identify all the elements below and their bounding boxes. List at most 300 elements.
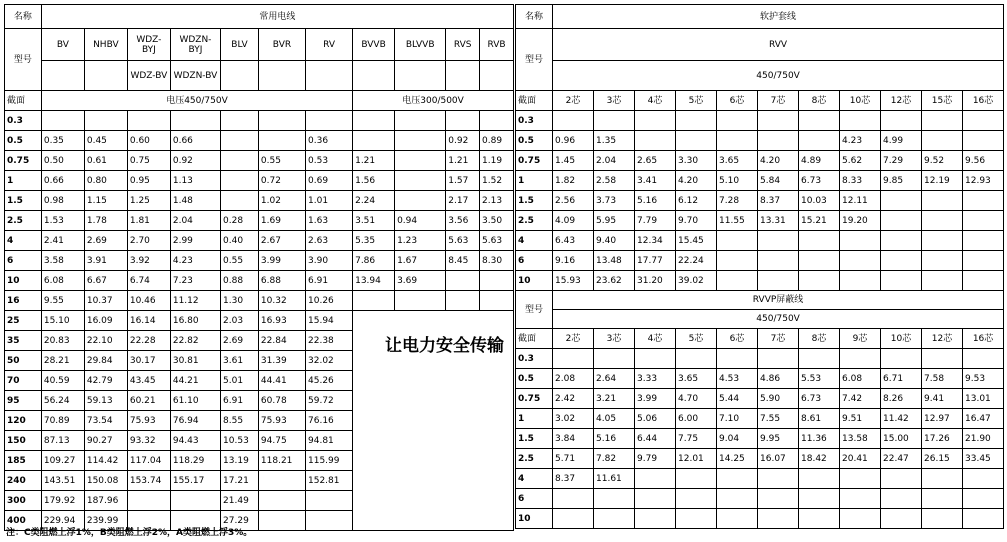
section-size: 6 (5, 251, 42, 271)
table-cell: 239.99 (84, 511, 127, 531)
table-cell (922, 231, 963, 251)
voltage-label: 450/750V (553, 61, 1004, 91)
table-cell: 9.70 (676, 211, 717, 231)
table-cell (758, 489, 799, 509)
table-row (516, 171, 1004, 191)
table-cell (170, 491, 220, 511)
table-cell: 2.64 (594, 369, 635, 389)
table-cell (221, 111, 259, 131)
table-cell (480, 271, 514, 291)
table-cell: 15.93 (553, 271, 594, 291)
model-label: BVVB (353, 29, 395, 61)
table-cell (881, 191, 922, 211)
table-row (516, 310, 1004, 329)
table-cell (963, 489, 1004, 509)
table-row (516, 91, 1004, 111)
table-cell: 4.70 (676, 389, 717, 409)
table-cell: 31.39 (258, 351, 305, 371)
core-label: 12芯 (922, 329, 963, 349)
core-label: 15芯 (922, 91, 963, 111)
table-cell (963, 271, 1004, 291)
table-cell: 10.37 (84, 291, 127, 311)
header-section: 截面 (516, 329, 553, 349)
table-cell: 10.53 (221, 431, 259, 451)
table-cell: 7.75 (676, 429, 717, 449)
table-cell: 70.89 (41, 411, 84, 431)
table-cell (395, 131, 446, 151)
table-cell (717, 251, 758, 271)
model-label: WDZ-BV (127, 61, 170, 91)
table-cell (594, 489, 635, 509)
table-row (516, 5, 1004, 29)
table-cell: 3.30 (676, 151, 717, 171)
table-cell: 33.45 (963, 449, 1004, 469)
table-cell (881, 211, 922, 231)
table-cell: 6.91 (306, 271, 353, 291)
table-cell: 1.56 (353, 171, 395, 191)
table-cell: 5.90 (758, 389, 799, 409)
section-size: 0.5 (5, 131, 42, 151)
table-row (516, 251, 1004, 271)
table-cell (717, 349, 758, 369)
table-cell (353, 291, 395, 311)
model-label (480, 61, 514, 91)
table-cell: 117.04 (127, 451, 170, 471)
table-cell: 16.07 (758, 449, 799, 469)
section-size: 2.5 (5, 211, 42, 231)
table-cell (395, 171, 446, 191)
table-cell: 153.74 (127, 471, 170, 491)
table-cell (717, 489, 758, 509)
table-cell (881, 489, 922, 509)
table-cell (258, 511, 305, 531)
table-cell: 30.17 (127, 351, 170, 371)
table-cell: 0.50 (41, 151, 84, 171)
table-cell: 23.62 (594, 271, 635, 291)
section-size: 1 (5, 171, 42, 191)
table-cell: 3.21 (594, 389, 635, 409)
table-cell: 5.84 (758, 171, 799, 191)
table-cell: 9.40 (594, 231, 635, 251)
sheathed-cable-table (515, 4, 1004, 529)
table-cell: 2.17 (446, 191, 480, 211)
section-size: 0.3 (516, 349, 553, 369)
table-cell (306, 511, 353, 531)
table-cell: 0.60 (127, 131, 170, 151)
table-cell: 4.20 (676, 171, 717, 191)
core-label: 7芯 (758, 91, 799, 111)
table-cell (553, 111, 594, 131)
table-cell: 94.75 (258, 431, 305, 451)
table-row (5, 211, 514, 231)
table-row (516, 349, 1004, 369)
table-cell: 9.56 (963, 151, 1004, 171)
model-label: BLVVB (395, 29, 446, 61)
table-cell: 6.73 (799, 171, 840, 191)
model-label (258, 61, 305, 91)
table-row (5, 271, 514, 291)
table-cell (881, 111, 922, 131)
core-label: 3芯 (594, 91, 635, 111)
table-cell (221, 131, 259, 151)
table-cell (594, 349, 635, 369)
table-cell: 17.21 (221, 471, 259, 491)
table-cell (758, 251, 799, 271)
header-group: 软护套线 (553, 5, 1004, 29)
table-row (516, 151, 1004, 171)
section-size: 6 (516, 489, 553, 509)
table-cell (922, 509, 963, 529)
voltage-label: 电压450/750V (41, 91, 352, 111)
table-cell (881, 469, 922, 489)
table-cell: 1.21 (446, 151, 480, 171)
table-row (516, 291, 1004, 310)
table-cell (922, 211, 963, 231)
table-cell: 5.16 (594, 429, 635, 449)
table-cell (395, 291, 446, 311)
table-cell (963, 251, 1004, 271)
table-cell: 12.97 (922, 409, 963, 429)
table-cell (635, 509, 676, 529)
table-cell: 5.63 (480, 231, 514, 251)
table-cell: 5.10 (717, 171, 758, 191)
table-cell: 11.55 (717, 211, 758, 231)
core-label: 6芯 (717, 329, 758, 349)
table-cell: 1.48 (170, 191, 220, 211)
header-model: 型号 (5, 29, 42, 91)
table-cell: 0.72 (258, 171, 305, 191)
table-row (516, 489, 1004, 509)
table-cell: 0.75 (127, 151, 170, 171)
table-cell: 2.04 (594, 151, 635, 171)
table-row (516, 429, 1004, 449)
table-cell (446, 291, 480, 311)
table-cell: 29.84 (84, 351, 127, 371)
table-cell: 9.16 (553, 251, 594, 271)
table-row (516, 369, 1004, 389)
table-cell: 3.65 (676, 369, 717, 389)
table-cell (963, 191, 1004, 211)
core-label: 2芯 (553, 329, 594, 349)
table-cell (963, 469, 1004, 489)
table-cell: 1.25 (127, 191, 170, 211)
table-cell: 16.93 (258, 311, 305, 331)
table-cell: 16.09 (84, 311, 127, 331)
table-cell: 18.42 (799, 449, 840, 469)
table-cell (84, 111, 127, 131)
table-cell (963, 111, 1004, 131)
table-cell: 1.21 (353, 151, 395, 171)
table-cell: 10.03 (799, 191, 840, 211)
core-label: 8芯 (799, 329, 840, 349)
table-cell (922, 131, 963, 151)
table-row (516, 211, 1004, 231)
model-label: RVV (553, 29, 1004, 61)
table-cell: 8.45 (446, 251, 480, 271)
section-size: 150 (5, 431, 42, 451)
header-model: 型号 (516, 291, 553, 329)
table-cell: 87.13 (41, 431, 84, 451)
table-cell: 114.42 (84, 451, 127, 471)
table-cell (963, 509, 1004, 529)
table-cell: 3.99 (635, 389, 676, 409)
table-cell: 59.72 (306, 391, 353, 411)
table-cell: 5.35 (353, 231, 395, 251)
table-cell: 14.25 (717, 449, 758, 469)
table-cell: 3.65 (717, 151, 758, 171)
core-label: 7芯 (758, 329, 799, 349)
table-cell: 22.10 (84, 331, 127, 351)
table-cell: 2.41 (41, 231, 84, 251)
table-cell (799, 509, 840, 529)
table-cell (799, 131, 840, 151)
table-cell: 155.17 (170, 471, 220, 491)
section-size: 0.75 (516, 389, 553, 409)
core-label: 3芯 (594, 329, 635, 349)
table-row (516, 389, 1004, 409)
table-cell: 5.62 (840, 151, 881, 171)
table-cell: 17.26 (922, 429, 963, 449)
table-cell: 20.41 (840, 449, 881, 469)
table-row (5, 291, 514, 311)
table-cell: 6.74 (127, 271, 170, 291)
table-cell: 15.45 (676, 231, 717, 251)
table-cell: 115.99 (306, 451, 353, 471)
section-size: 2.5 (516, 211, 553, 231)
section-size: 300 (5, 491, 42, 511)
table-cell: 11.12 (170, 291, 220, 311)
table-cell (799, 489, 840, 509)
table-cell: 1.02 (258, 191, 305, 211)
model-label (41, 61, 84, 91)
table-cell: 31.20 (635, 271, 676, 291)
table-cell: 0.80 (84, 171, 127, 191)
section-size: 1.5 (5, 191, 42, 211)
section-size: 0.3 (516, 111, 553, 131)
table-cell: 1.23 (395, 231, 446, 251)
table-cell: 8.30 (480, 251, 514, 271)
table-cell (553, 509, 594, 529)
table-cell: 5.16 (635, 191, 676, 211)
table-cell (395, 151, 446, 171)
table-cell: 10.26 (306, 291, 353, 311)
table-cell: 4.86 (758, 369, 799, 389)
table-cell: 118.21 (258, 451, 305, 471)
table-row (516, 469, 1004, 489)
table-row (5, 111, 514, 131)
table-cell: 0.45 (84, 131, 127, 151)
table-cell: 0.66 (41, 171, 84, 191)
table-cell (306, 491, 353, 511)
core-label: 5芯 (676, 329, 717, 349)
table-cell: 59.13 (84, 391, 127, 411)
table-cell: 1.19 (480, 151, 514, 171)
table-cell: 15.10 (41, 311, 84, 331)
table-cell: 8.61 (799, 409, 840, 429)
table-row (516, 449, 1004, 469)
table-cell: 3.73 (594, 191, 635, 211)
section-size: 0.75 (5, 151, 42, 171)
section-size: 16 (5, 291, 42, 311)
table-cell: 0.98 (41, 191, 84, 211)
table-cell: 3.58 (41, 251, 84, 271)
table-cell: 0.89 (480, 131, 514, 151)
core-label: 2芯 (553, 91, 594, 111)
table-cell: 0.94 (395, 211, 446, 231)
table-cell: 5.71 (553, 449, 594, 469)
common-wire-table (4, 4, 514, 531)
table-cell: 118.29 (170, 451, 220, 471)
core-label: 4芯 (635, 91, 676, 111)
table-cell (676, 131, 717, 151)
table-cell: 7.82 (594, 449, 635, 469)
table-row (5, 171, 514, 191)
table-cell: 5.53 (799, 369, 840, 389)
table-cell: 229.94 (41, 511, 84, 531)
table-cell: 6.71 (881, 369, 922, 389)
table-cell: 1.13 (170, 171, 220, 191)
table-cell (758, 271, 799, 291)
table-cell (127, 111, 170, 131)
section-size: 0.5 (516, 369, 553, 389)
table-row (516, 329, 1004, 349)
table-cell: 2.56 (553, 191, 594, 211)
table-cell: 9.41 (922, 389, 963, 409)
table-cell: 1.15 (84, 191, 127, 211)
core-label: 9芯 (840, 329, 881, 349)
table-cell: 56.24 (41, 391, 84, 411)
model-label: BLV (221, 29, 259, 61)
table-cell (840, 469, 881, 489)
table-cell (395, 191, 446, 211)
table-row (5, 131, 514, 151)
section-size: 95 (5, 391, 42, 411)
table-cell: 1.78 (84, 211, 127, 231)
table-row (5, 151, 514, 171)
section-size: 4 (5, 231, 42, 251)
table-cell: 30.81 (170, 351, 220, 371)
table-cell (635, 131, 676, 151)
table-cell: 2.67 (258, 231, 305, 251)
table-cell: 15.00 (881, 429, 922, 449)
table-cell: 7.55 (758, 409, 799, 429)
table-cell: 7.42 (840, 389, 881, 409)
table-cell (258, 471, 305, 491)
model-label (353, 61, 395, 91)
table-cell: 2.24 (353, 191, 395, 211)
table-cell: 0.95 (127, 171, 170, 191)
section-size: 0.5 (516, 131, 553, 151)
table-cell (635, 469, 676, 489)
header-model: 型号 (516, 29, 553, 91)
table-cell (799, 111, 840, 131)
table-cell: 60.78 (258, 391, 305, 411)
table-cell: 16.47 (963, 409, 1004, 429)
table-cell (963, 231, 1004, 251)
table-cell: 90.27 (84, 431, 127, 451)
table-cell: 2.08 (553, 369, 594, 389)
table-cell: 2.63 (306, 231, 353, 251)
table-cell (594, 509, 635, 529)
table-cell: 22.82 (170, 331, 220, 351)
table-cell (922, 469, 963, 489)
table-cell: 0.61 (84, 151, 127, 171)
table-cell: 9.79 (635, 449, 676, 469)
table-cell: 6.91 (221, 391, 259, 411)
model-label: BV (41, 29, 84, 61)
header-name: 名称 (516, 5, 553, 29)
table-cell: 6.44 (635, 429, 676, 449)
section-size: 0.75 (516, 151, 553, 171)
section-size: 70 (5, 371, 42, 391)
table-cell: 27.29 (221, 511, 259, 531)
table-cell: 5.06 (635, 409, 676, 429)
section-size: 1.5 (516, 429, 553, 449)
table-cell: 0.96 (553, 131, 594, 151)
section-size: 1.5 (516, 191, 553, 211)
table-cell (922, 489, 963, 509)
table-cell: 8.55 (221, 411, 259, 431)
table-cell: 3.99 (258, 251, 305, 271)
table-cell: 2.70 (127, 231, 170, 251)
table-cell: 20.83 (41, 331, 84, 351)
table-cell: 6.08 (41, 271, 84, 291)
table-cell: 39.02 (676, 271, 717, 291)
model-label: BVR (258, 29, 305, 61)
table-cell (799, 231, 840, 251)
table-cell (353, 131, 395, 151)
table-cell: 8.37 (553, 469, 594, 489)
voltage-label: 450/750V (553, 310, 1004, 329)
model-label: RV (306, 29, 353, 61)
table-cell: 0.66 (170, 131, 220, 151)
table-cell (799, 469, 840, 489)
model-label: RVB (480, 29, 514, 61)
section-size: 185 (5, 451, 42, 471)
table-row (5, 251, 514, 271)
table-cell: 11.61 (594, 469, 635, 489)
section-size: 10 (5, 271, 42, 291)
table-cell: 32.02 (306, 351, 353, 371)
table-cell: 75.93 (127, 411, 170, 431)
section-size: 120 (5, 411, 42, 431)
table-cell (717, 509, 758, 529)
table-cell: 4.20 (758, 151, 799, 171)
table-cell (553, 489, 594, 509)
table-cell: 94.43 (170, 431, 220, 451)
table-cell (446, 111, 480, 131)
table-cell (635, 349, 676, 369)
table-row (516, 29, 1004, 61)
header-section: 截面 (516, 91, 553, 111)
core-label: 16芯 (963, 329, 1004, 349)
table-cell: 9.52 (922, 151, 963, 171)
model-label (306, 61, 353, 91)
table-cell: 44.21 (170, 371, 220, 391)
table-cell: 6.00 (676, 409, 717, 429)
table-cell: 43.45 (127, 371, 170, 391)
section-size: 0.3 (5, 111, 42, 131)
table-row (5, 91, 514, 111)
table-cell: 15.94 (306, 311, 353, 331)
table-cell: 1.35 (594, 131, 635, 151)
table-cell: 4.89 (799, 151, 840, 171)
table-cell: 3.84 (553, 429, 594, 449)
core-label: 8芯 (799, 91, 840, 111)
model-label (395, 61, 446, 91)
table-cell: 0.92 (446, 131, 480, 151)
table-cell (799, 271, 840, 291)
